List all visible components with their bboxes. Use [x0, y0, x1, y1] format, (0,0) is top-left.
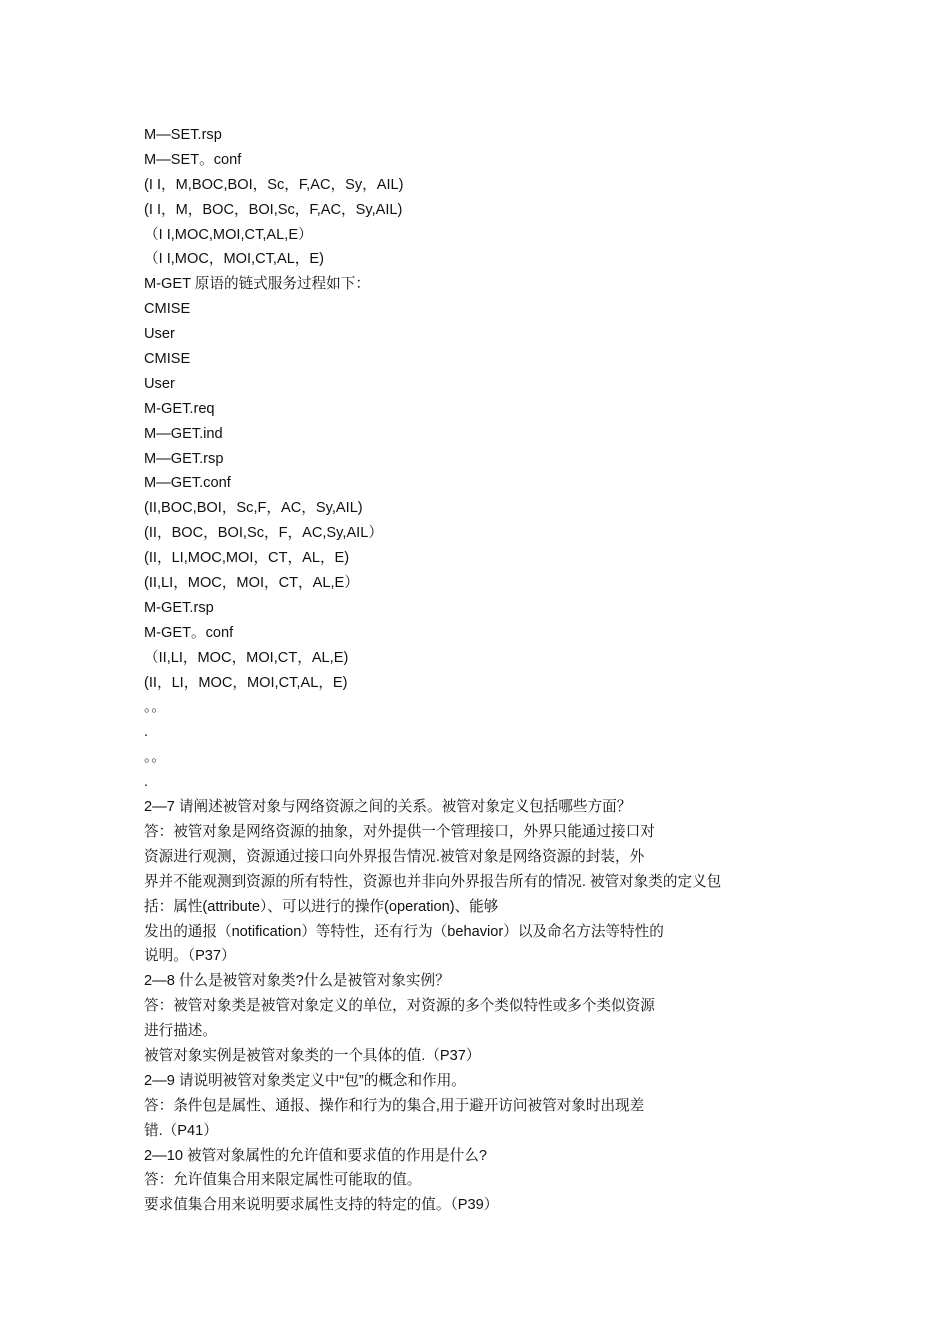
text-line: 说明。（P37） — [144, 948, 236, 965]
text-line: CMISE — [144, 301, 191, 318]
text-line: （II,LI，MOC，MOI,CT，AL,E) — [144, 649, 349, 666]
text-line: (II，LI,MOC,MOI，CT，AL，E) — [144, 550, 350, 567]
text-line: 。。 — [144, 749, 166, 766]
text-line: 要求值集合用来说明要求属性支持的特定的值。（P39） — [144, 1197, 499, 1214]
text-line: M—GET.rsp — [144, 450, 224, 467]
text-line: 答：被管对象类是被管对象定义的单位，对资源的多个类似特性或多个类似资源 — [144, 998, 655, 1015]
text-line: (I I，M,BOC,BOI，Sc，F,AC，Sy，AIL) — [144, 176, 404, 193]
text-line: CMISE — [144, 351, 191, 368]
text-line: User — [144, 375, 175, 392]
text-line: . — [144, 774, 149, 791]
text-line: 被管对象实例是被管对象类的一个具体的值.（P37） — [144, 1047, 481, 1064]
text-line: 括：属性(attribute）、可以进行的操作(operation)、能够 — [144, 898, 499, 915]
text-line: 。。 — [144, 699, 166, 716]
question-2-10: 2—10 被管对象属性的允许值和要求值的作用是什么? — [144, 1147, 487, 1164]
text-line: (I I，M，BOC，BOI,Sc，F,AC，Sy,AIL) — [144, 201, 403, 218]
text-line: 进行描述。 — [144, 1023, 217, 1040]
text-line: 答：条件包是属性、通报、操作和行为的集合,用于避开访问被管对象时出现差 — [144, 1097, 645, 1114]
text-line: M—GET.conf — [144, 475, 231, 492]
text-line: 资源进行观测，资源通过接口向外界报告情况.被管对象是网络资源的封装，外 — [144, 848, 645, 865]
text-line: M-GET 原语的链式服务过程如下： — [144, 276, 370, 293]
question-2-7: 2—7 请阐述被管对象与网络资源之间的关系。被管对象定义包括哪些方面？ — [144, 799, 632, 816]
text-line: 错.（P41） — [144, 1122, 218, 1139]
text-line: M—SET。conf — [144, 151, 242, 168]
text-line: （I I,MOC，MOI,CT,AL，E) — [144, 251, 324, 268]
text-line: 答：被管对象是网络资源的抽象，对外提供一个管理接口，外界只能通过接口对 — [144, 823, 655, 840]
text-line: M—SET.rsp — [144, 127, 222, 143]
text-line: . — [144, 724, 149, 741]
text-line: （I I,MOC,MOI,CT,AL,E） — [144, 226, 313, 243]
text-line: (II，BOC，BOI,Sc，F，AC,Sy,AIL） — [144, 525, 383, 542]
question-2-9: 2—9 请说明被管对象类定义中“包”的概念和作用。 — [144, 1072, 466, 1089]
text-line: M-GET.rsp — [144, 599, 214, 616]
question-2-8: 2—8 什么是被管对象类?什么是被管对象实例？ — [144, 973, 450, 990]
text-line: 发出的通报（notification）等特性，还有行为（behavior）以及命名方法等特性的 — [144, 923, 664, 940]
text-line: 界并不能观测到资源的所有特性，资源也并非向外界报告所有的情况. 被管对象类的定义包 — [144, 873, 722, 890]
text-line: 答：允许值集合用来限定属性可能取的值。 — [144, 1172, 422, 1189]
text-line: M—GET.ind — [144, 425, 223, 442]
text-line: (II,LI，MOC，MOI，CT，AL,E） — [144, 575, 359, 592]
text-line: M-GET.req — [144, 400, 215, 417]
text-line: (II,BOC,BOI，Sc,F，AC，Sy,AIL) — [144, 500, 363, 517]
document-body — [144, 123, 824, 1218]
text-line: (II，LI，MOC，MOI,CT,AL，E) — [144, 674, 348, 691]
text-line: M-GET。conf — [144, 624, 234, 641]
text-line: User — [144, 326, 175, 343]
